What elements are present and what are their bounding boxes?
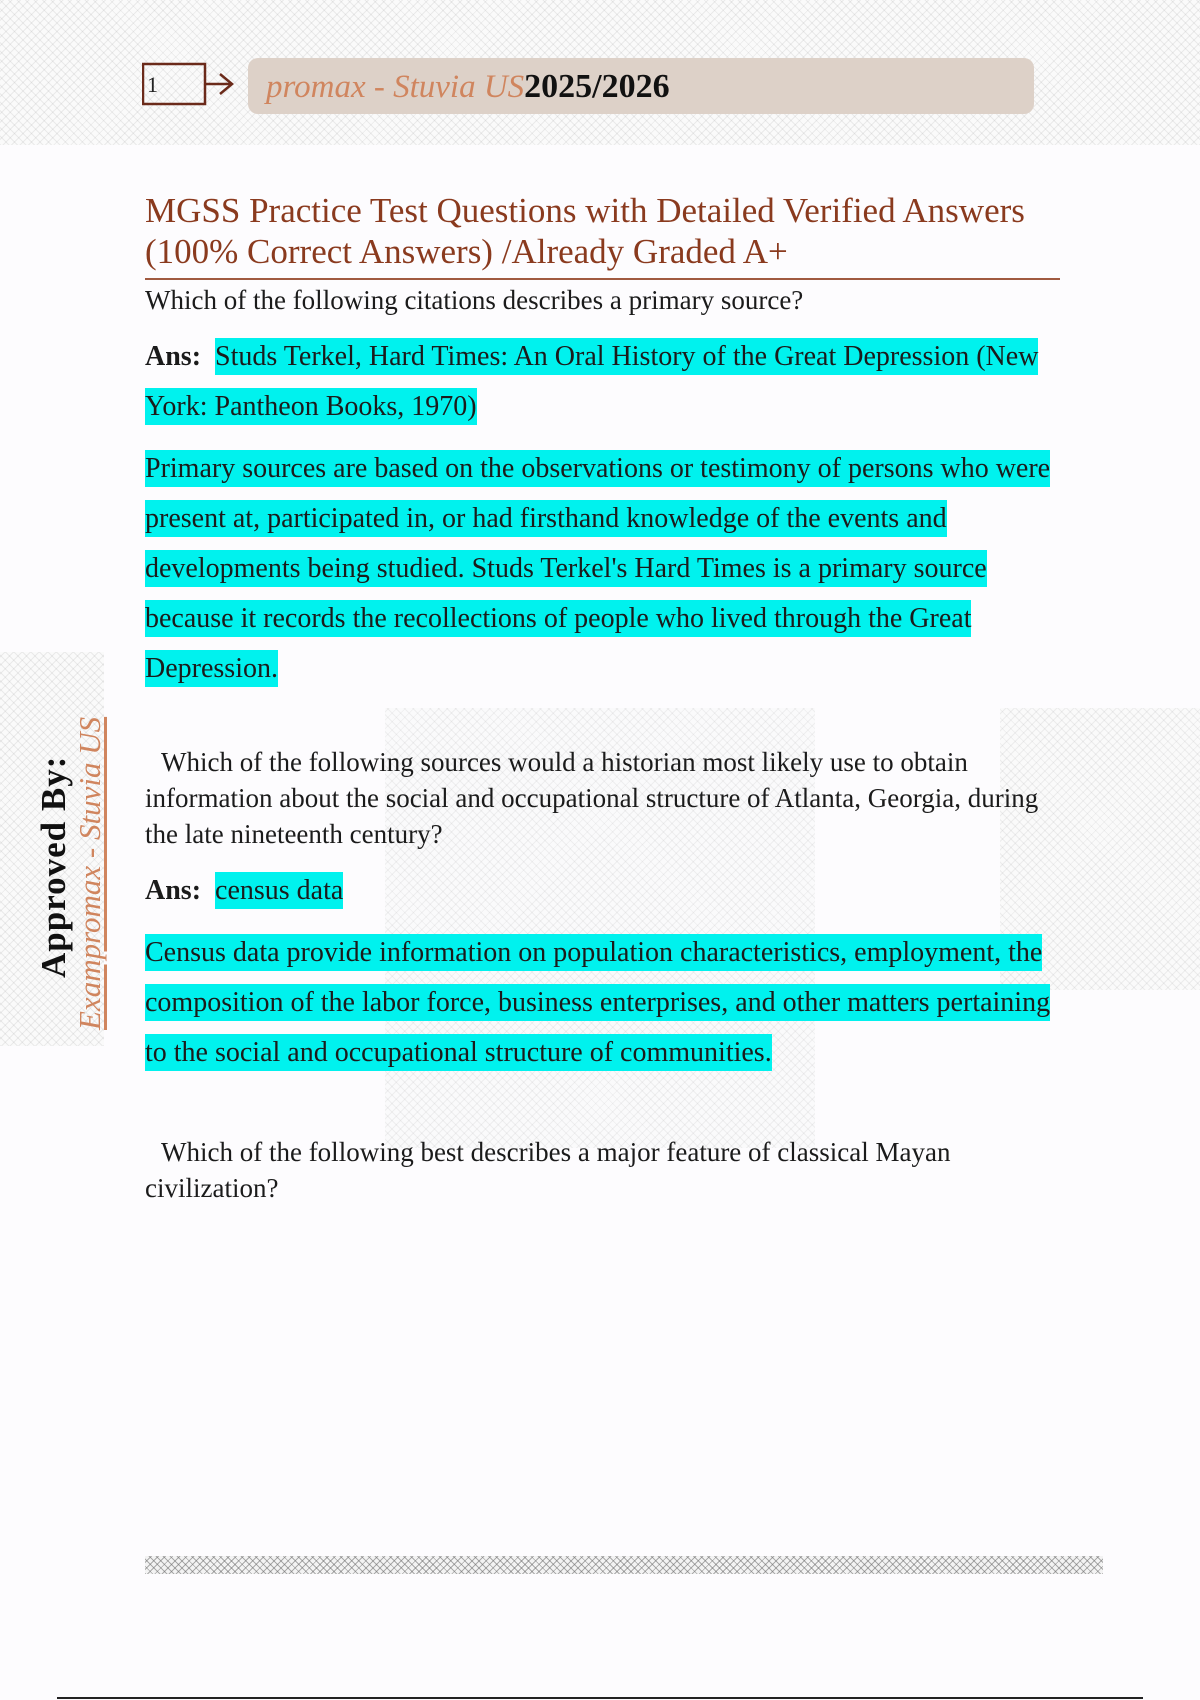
document-title: MGSS Practice Test Questions with Detailed Verified Answers (100% Correct Answers) /Already Graded A+	[145, 190, 1060, 280]
header-banner	[248, 58, 1034, 114]
answer-label: Ans:	[145, 341, 202, 372]
header-year: 2025/2026	[524, 68, 670, 105]
page-badge	[142, 62, 238, 106]
explanation-text: Primary sources are based on the observations or testimony of persons who were present at, participated in, or had firsthand knowledge of the events and developments being studied. Studs Terkel's Hard Times is a primary source because it records the recollections of people who lived through the Great Depression.	[145, 450, 1050, 687]
explanation-1	[145, 444, 1060, 694]
answer-label: Ans:	[145, 875, 202, 906]
header-brand	[266, 68, 670, 106]
answer-text: census data	[215, 872, 343, 909]
document-body	[145, 190, 1060, 1206]
approved-by-label: Approved By:	[34, 755, 73, 978]
footer-pattern-divider	[145, 1556, 1103, 1574]
explanation-text: Census data provide information on population characteristics, employment, the composition of the labor force, business enterprises, and other matters pertaining to the social and occupational structure of communities.	[145, 934, 1050, 1071]
explanation-2	[145, 928, 1060, 1078]
question-3: Which of the following best describes a major feature of classical Mayan civilization?	[145, 1137, 951, 1203]
question-2: Which of the following sources would a historian most likely use to obtain information about the social and occupational structure of Atlanta, Georgia, during the late nineteenth century?	[145, 747, 1039, 849]
question-1: Which of the following citations describes a primary source?	[145, 285, 804, 315]
approved-by-brand: Exampromax - Stuvia US	[72, 716, 107, 1030]
answer-text: Studs Terkel, Hard Times: An Oral History of the Great Depression (New York: Pantheon Books, 1970)	[145, 338, 1038, 425]
header-brand-text: promax - Stuvia US	[266, 69, 525, 105]
answer-2	[145, 866, 1060, 916]
bottom-rule	[57, 1697, 1143, 1699]
answer-1	[145, 332, 1060, 432]
page-number: 1	[147, 72, 158, 97]
